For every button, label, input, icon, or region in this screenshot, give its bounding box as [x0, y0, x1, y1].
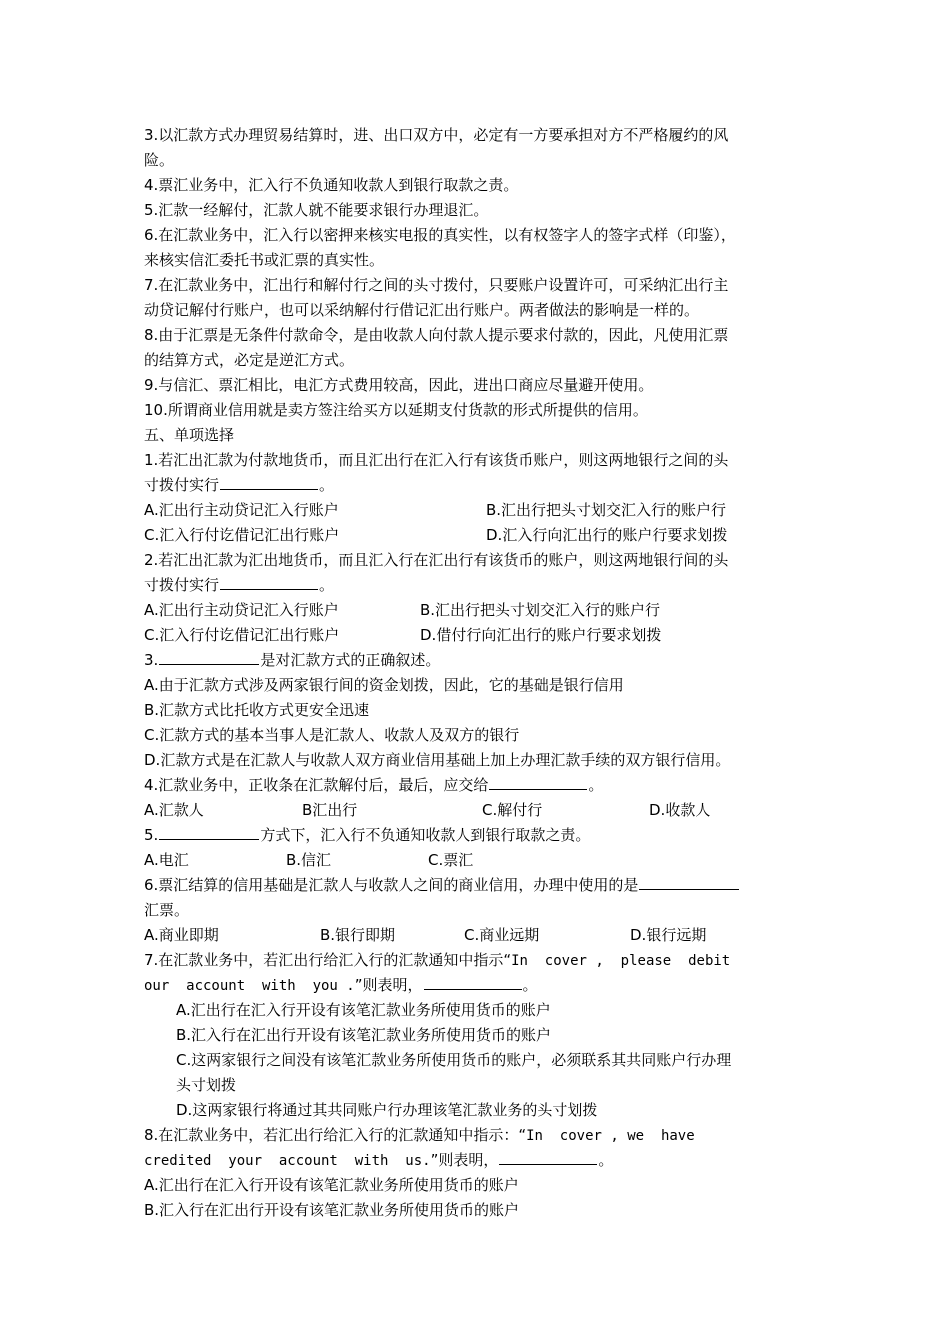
mc-question-5-options [144, 848, 844, 873]
mc-question-5 [144, 823, 590, 848]
option-b: B.汇出行把头寸划交汇入行的账户行 [420, 601, 661, 619]
mc-question-6-options [144, 923, 844, 948]
tf-question-7-line1: 7.在汇款业务中，汇出行和解付行之间的头寸拨付，只要账户设置许可，可采纳汇出行主 [144, 276, 729, 294]
tf-question-3-line1: 3.以汇款方式办理贸易结算时，进、出口双方中，必定有一方要承担对方不严格履约的风 [144, 126, 729, 144]
mc-question-1-line1: 1.若汇出汇款为付款地货币，而且汇出行在汇入行有该货币账户，则这两地银行之间的头 [144, 451, 729, 469]
answer-blank [424, 973, 522, 990]
tf-question-6-line1: 6.在汇款业务中，汇入行以密押来核实电报的真实性，以有权签字人的签字式样（印鉴）， [144, 226, 736, 244]
option-a: A.商业即期 [144, 926, 219, 944]
answer-blank [499, 1148, 597, 1165]
option-a: A.汇出行在汇入行开设有该笔汇款业务所使用货币的账户 [176, 1001, 551, 1019]
mc-question-4 [144, 773, 603, 798]
option-d: D.借付行向汇出行的账户行要求划拨 [420, 626, 662, 644]
mc-question-6-line2: 汇票。 [144, 901, 190, 919]
tf-question-8-line1: 8.由于汇票是无条件付款命令，是由收款人向付款人提示要求付款的，因此，凡使用汇票 [144, 326, 729, 344]
mc-question-3 [144, 648, 440, 673]
tf-question-3-line2: 险。 [144, 151, 175, 169]
mc-question-8-line2 [144, 1148, 613, 1173]
mc-question-1-line2 [144, 473, 334, 498]
option-d: D.这两家银行将通过其共同账户行办理该笔汇款业务的头寸划拨 [176, 1101, 598, 1119]
option-b: B.银行即期 [320, 926, 396, 944]
tf-question-6-line2: 来核实信汇委托书或汇票的真实性。 [144, 251, 385, 269]
mc-question-1-options-ab [144, 498, 844, 523]
answer-blank [220, 473, 318, 490]
option-c: C.解付行 [482, 801, 543, 819]
mc-question-5-text: 方式下，汇入行不负通知收款人到银行取款之责。 [260, 826, 591, 844]
option-a: A.汇款人 [144, 801, 204, 819]
tf-question-5: 5.汇款一经解付，汇款人就不能要求银行办理退汇。 [144, 201, 489, 219]
mc-question-4-end: 。 [588, 776, 604, 794]
option-a: A.电汇 [144, 851, 189, 869]
option-b: B.汇出行把头寸划交汇入行的账户行 [486, 501, 727, 519]
tf-question-10: 10.所谓商业信用就是卖方签注给买方以延期支付货款的形式所提供的信用。 [144, 401, 648, 419]
option-b: B.汇入行在汇出行开设有该笔汇款业务所使用货币的账户 [176, 1026, 552, 1044]
answer-blank [639, 873, 739, 890]
option-c-continued: 头寸划拨 [176, 1076, 237, 1094]
mc-question-8-end: 。 [598, 1151, 614, 1169]
mc-question-7-end: 。 [522, 976, 538, 994]
tf-question-8-line2: 的结算方式，必定是逆汇方式。 [144, 351, 355, 369]
option-a: A.汇出行在汇入行开设有该笔汇款业务所使用货币的账户 [144, 1176, 519, 1194]
answer-blank [489, 773, 587, 790]
mc-question-3-number: 3. [144, 651, 159, 669]
mc-question-6-line1 [144, 873, 740, 898]
answer-blank [159, 648, 259, 665]
mc-question-2-text: 寸拨付实行 [144, 576, 220, 594]
option-c: C.汇款方式的基本当事人是汇款人、收款人及双方的银行 [144, 726, 520, 744]
option-c: C.商业远期 [464, 926, 540, 944]
mc-question-8-english: credited your account with us. [144, 1153, 431, 1169]
mc-question-3-text: 是对汇款方式的正确叙述。 [260, 651, 441, 669]
option-a: A.由于汇款方式涉及两家银行间的资金划拨，因此，它的基础是银行信用 [144, 676, 624, 694]
option-c: C.汇入行付讫借记汇出行账户 [144, 526, 340, 544]
option-b: B.汇款方式比托收方式更安全迅速 [144, 701, 370, 719]
mc-question-7-english: In cover , please debit [511, 953, 731, 969]
mc-question-5-number: 5. [144, 826, 159, 844]
mc-question-2-options-ab [144, 598, 844, 623]
mc-question-2-line1: 2.若汇出汇款为汇出地货币，而且汇入行在汇出行有该货币的账户，则这两地银行间的头 [144, 551, 729, 569]
mc-question-8-line1 [144, 1123, 695, 1148]
mc-question-7-text: ”则表明， [354, 976, 423, 994]
section-title: 五、单项选择 [144, 426, 235, 444]
mc-question-7-line1 [144, 948, 730, 973]
option-b: B.信汇 [286, 851, 332, 869]
mc-question-7-text: 7.在汇款业务中，若汇出行给汇入行的汇款通知中指示“ [144, 951, 512, 969]
option-d: D.汇入行向汇出行的账户行要求划拨 [486, 526, 728, 544]
option-d: D.银行远期 [630, 926, 707, 944]
mc-question-2-line2 [144, 573, 334, 598]
option-b: B汇出行 [302, 801, 358, 819]
tf-question-9: 9.与信汇、票汇相比，电汇方式费用较高，因此，进出口商应尽量避开使用。 [144, 376, 654, 394]
tf-question-4: 4.票汇业务中，汇入行不负通知收款人到银行取款之责。 [144, 176, 519, 194]
option-a: A.汇出行主动贷记汇入行账户 [144, 501, 339, 519]
answer-blank [159, 823, 259, 840]
tf-question-7-line2: 动贷记解付行账户，也可以采纳解付行借记汇出行账户。两者做法的影响是一样的。 [144, 301, 700, 319]
option-c: C.这两家银行之间没有该笔汇款业务所使用货币的账户，必须联系其共同账户行办理 [176, 1051, 732, 1069]
mc-question-2-end: 。 [319, 576, 335, 594]
option-c: C.汇入行付讫借记汇出行账户 [144, 626, 340, 644]
mc-question-4-options [144, 798, 844, 823]
option-d: D.收款人 [649, 801, 711, 819]
mc-question-8-text: 8.在汇款业务中，若汇出行给汇入行的汇款通知中指示：“ [144, 1126, 527, 1144]
mc-question-7-line2 [144, 973, 538, 998]
option-c: C.票汇 [428, 851, 474, 869]
mc-question-7-english: our account with you . [144, 978, 355, 994]
option-a: A.汇出行主动贷记汇入行账户 [144, 601, 339, 619]
mc-question-6-text: 6.票汇结算的信用基础是汇款人与收款人之间的商业信用，办理中使用的是 [144, 876, 639, 894]
mc-question-2-options-cd [144, 623, 844, 648]
option-d: D.汇款方式是在汇款人与收款人双方商业信用基础上加上办理汇款手续的双方银行信用。 [144, 751, 731, 769]
answer-blank [220, 573, 318, 590]
mc-question-8-text: ”则表明， [430, 1151, 499, 1169]
option-b: B.汇入行在汇出行开设有该笔汇款业务所使用货币的账户 [144, 1201, 520, 1219]
mc-question-8-english: In cover , we have [526, 1128, 695, 1144]
mc-question-1-options-cd [144, 523, 844, 548]
mc-question-4-text: 4.汇款业务中，正收条在汇款解付后，最后，应交给 [144, 776, 489, 794]
mc-question-1-text: 寸拨付实行 [144, 476, 220, 494]
mc-question-1-end: 。 [319, 476, 335, 494]
